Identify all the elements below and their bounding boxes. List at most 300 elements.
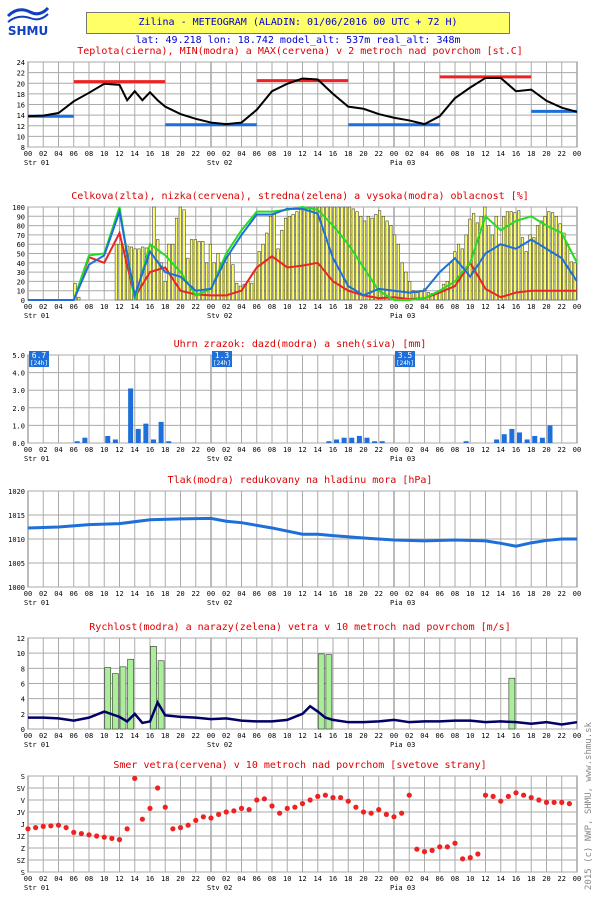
wind-direction-point bbox=[437, 844, 442, 849]
total-cloud-bar bbox=[378, 211, 381, 300]
total-cloud-bar bbox=[265, 233, 268, 300]
rain-bar bbox=[159, 422, 164, 443]
wind-direction-point bbox=[559, 800, 564, 805]
hour-tick-label: 14 bbox=[313, 590, 322, 598]
hour-tick-label: 04 bbox=[420, 446, 429, 454]
y-tick-label: 4 bbox=[20, 695, 25, 704]
wind-direction-point bbox=[346, 799, 351, 804]
hour-tick-label: 08 bbox=[267, 590, 277, 598]
total-cloud-bar bbox=[570, 262, 573, 300]
hour-tick-label: 06 bbox=[435, 590, 444, 598]
hour-tick-label: 18 bbox=[527, 875, 536, 883]
total-cloud-bar bbox=[164, 281, 167, 300]
hour-tick-label: 12 bbox=[115, 875, 124, 883]
hour-tick-label: 18 bbox=[344, 446, 353, 454]
wind-direction-point bbox=[468, 855, 473, 860]
y-tick-label: 16 bbox=[16, 101, 25, 110]
rain-bar bbox=[166, 441, 171, 443]
total-cloud-bar bbox=[344, 207, 347, 300]
wind-direction-point bbox=[86, 832, 91, 837]
y-tick-label: 10 bbox=[16, 287, 25, 296]
hour-tick-label: 08 bbox=[450, 303, 460, 311]
hour-tick-label: 10 bbox=[283, 875, 292, 883]
rain-bar bbox=[334, 439, 339, 443]
total-cloud-bar bbox=[491, 235, 494, 300]
hour-tick-label: 22 bbox=[191, 150, 200, 158]
wind-direction-point bbox=[536, 797, 541, 802]
wind-direction-point bbox=[71, 830, 76, 835]
hour-tick-label: 00 bbox=[206, 732, 216, 740]
hour-tick-label: 12 bbox=[481, 446, 490, 454]
hour-tick-label: 18 bbox=[527, 303, 536, 311]
wind-direction-point bbox=[323, 793, 328, 798]
total-cloud-bar bbox=[322, 207, 325, 300]
hour-tick-label: 00 bbox=[389, 732, 399, 740]
wind-direction-point bbox=[506, 794, 511, 799]
hour-tick-label: 22 bbox=[191, 732, 200, 740]
y-tick-label: 6 bbox=[20, 680, 25, 689]
hour-tick-label: 08 bbox=[84, 590, 94, 598]
total-cloud-bar bbox=[371, 218, 374, 300]
hour-tick-label: 18 bbox=[161, 446, 170, 454]
hour-tick-label: 00 bbox=[572, 150, 582, 158]
hour-tick-label: 00 bbox=[23, 875, 33, 883]
hour-tick-label: 22 bbox=[374, 590, 383, 598]
hour-tick-label: 18 bbox=[527, 150, 536, 158]
day-label: Stv 02 bbox=[207, 455, 233, 463]
hour-tick-label: 22 bbox=[374, 446, 383, 454]
wind-direction-chart bbox=[17, 773, 577, 877]
y-tick-label: 18 bbox=[16, 90, 25, 99]
hour-tick-label: 04 bbox=[54, 590, 63, 598]
day-label: Pia 03 bbox=[390, 312, 416, 320]
wind-direction-point bbox=[109, 836, 114, 841]
hour-tick-label: 04 bbox=[420, 732, 429, 740]
panel-title: Teplota(cierna), MIN(modra) a MAX(cervena) v 2 metroch nad povrchom [st.C] bbox=[77, 46, 523, 57]
wind-direction-point bbox=[132, 776, 137, 781]
total-cloud-bar bbox=[367, 216, 370, 300]
hour-tick-label: 02 bbox=[39, 875, 48, 883]
rain-bar bbox=[365, 438, 370, 443]
hour-tick-label: 22 bbox=[191, 875, 200, 883]
y-tick-label: 20 bbox=[16, 80, 25, 89]
hour-tick-label: 02 bbox=[222, 150, 231, 158]
total-cloud-bar bbox=[258, 252, 261, 300]
total-cloud-bar bbox=[115, 244, 118, 300]
hour-tick-label: 12 bbox=[115, 732, 124, 740]
hour-tick-label: 12 bbox=[115, 150, 124, 158]
total-cloud-bar bbox=[487, 226, 490, 300]
y-tick-label: 2 bbox=[20, 710, 25, 719]
hour-tick-label: 14 bbox=[130, 875, 139, 883]
hour-tick-label: 00 bbox=[572, 303, 582, 311]
wind-direction-point bbox=[231, 808, 236, 813]
total-cloud-bar bbox=[495, 216, 498, 300]
day-label: Str 01 bbox=[24, 599, 50, 607]
hour-tick-label: 04 bbox=[54, 446, 63, 454]
wind-direction-point bbox=[239, 806, 244, 811]
y-tick-label: 4.0 bbox=[12, 369, 25, 378]
hour-tick-label: 16 bbox=[145, 590, 155, 598]
total-cloud-bar bbox=[386, 221, 389, 300]
day-label: Pia 03 bbox=[390, 599, 416, 607]
total-cloud-bar bbox=[360, 216, 363, 300]
hour-tick-label: 20 bbox=[359, 732, 368, 740]
total-cloud-bar bbox=[77, 297, 80, 300]
rain-bar bbox=[105, 436, 110, 443]
wind-speed-chart bbox=[17, 635, 577, 734]
hour-tick-label: 10 bbox=[283, 303, 292, 311]
hour-tick-label: 00 bbox=[389, 446, 399, 454]
total-cloud-bar bbox=[228, 254, 231, 301]
hour-tick-label: 10 bbox=[100, 590, 109, 598]
direction-tick-label: S bbox=[20, 773, 25, 781]
wind-direction-point bbox=[475, 851, 480, 856]
hour-tick-label: 06 bbox=[252, 875, 261, 883]
hour-tick-label: 00 bbox=[206, 150, 216, 158]
y-tick-label: 1020 bbox=[8, 488, 25, 496]
hour-tick-label: 08 bbox=[450, 590, 460, 598]
hour-tick-label: 20 bbox=[176, 150, 185, 158]
hour-tick-label: 02 bbox=[39, 590, 48, 598]
gust-bar bbox=[112, 674, 118, 729]
hour-tick-label: 12 bbox=[481, 590, 490, 598]
total-cloud-bar bbox=[299, 207, 302, 300]
hour-tick-label: 14 bbox=[496, 590, 505, 598]
hour-tick-label: 04 bbox=[54, 303, 63, 311]
total-cloud-bar bbox=[179, 207, 182, 300]
hour-tick-label: 16 bbox=[328, 590, 338, 598]
hour-tick-label: 16 bbox=[145, 303, 155, 311]
wind-direction-point bbox=[552, 800, 557, 805]
hour-tick-label: 18 bbox=[344, 150, 353, 158]
daily-total-label: [24h] bbox=[29, 360, 49, 367]
hour-tick-label: 06 bbox=[435, 150, 444, 158]
hour-tick-label: 04 bbox=[420, 303, 429, 311]
hour-tick-label: 10 bbox=[466, 150, 475, 158]
y-tick-label: 50 bbox=[16, 250, 25, 259]
hour-tick-label: 16 bbox=[511, 303, 521, 311]
hour-tick-label: 02 bbox=[405, 875, 414, 883]
hour-tick-label: 08 bbox=[84, 446, 94, 454]
wind-direction-point bbox=[224, 809, 229, 814]
hour-tick-label: 04 bbox=[237, 732, 246, 740]
hour-tick-label: 00 bbox=[23, 590, 33, 598]
y-tick-label: 14 bbox=[16, 112, 25, 121]
panel-3 bbox=[24, 339, 581, 463]
hour-tick-label: 14 bbox=[496, 875, 505, 883]
y-tick-label: 30 bbox=[16, 269, 25, 278]
total-cloud-bar bbox=[363, 221, 366, 300]
hour-tick-label: 18 bbox=[344, 875, 353, 883]
hour-tick-label: 18 bbox=[344, 732, 353, 740]
hour-tick-label: 12 bbox=[481, 150, 490, 158]
total-cloud-bar bbox=[183, 210, 186, 300]
hour-tick-label: 04 bbox=[237, 303, 246, 311]
hour-tick-label: 10 bbox=[283, 732, 292, 740]
hour-tick-label: 02 bbox=[405, 732, 414, 740]
y-tick-label: 1005 bbox=[8, 560, 25, 568]
daily-total-label: [24h] bbox=[395, 360, 415, 367]
wind-direction-point bbox=[277, 811, 282, 816]
wind-direction-point bbox=[117, 837, 122, 842]
hour-tick-label: 08 bbox=[267, 732, 277, 740]
hour-tick-label: 20 bbox=[176, 590, 185, 598]
hour-tick-label: 22 bbox=[557, 303, 566, 311]
panel-title: Uhrn zrazok: dazd(modra) a sneh(siva) [mm] bbox=[173, 339, 427, 350]
wind-direction-point bbox=[483, 793, 488, 798]
direction-tick-label: V bbox=[20, 797, 25, 805]
total-cloud-bar bbox=[254, 272, 257, 300]
hour-tick-label: 04 bbox=[54, 150, 63, 158]
hour-tick-label: 08 bbox=[267, 446, 277, 454]
wind-direction-point bbox=[338, 795, 343, 800]
day-label: Stv 02 bbox=[207, 159, 233, 167]
y-tick-label: 1010 bbox=[8, 536, 25, 544]
wind-direction-point bbox=[300, 801, 305, 806]
y-tick-label: 0.0 bbox=[12, 440, 25, 448]
hour-tick-label: 12 bbox=[481, 732, 490, 740]
rain-bar bbox=[372, 441, 377, 443]
hour-tick-label: 08 bbox=[267, 150, 277, 158]
gust-bar bbox=[105, 668, 111, 729]
hour-tick-label: 16 bbox=[145, 150, 155, 158]
hour-tick-label: 06 bbox=[252, 303, 261, 311]
rain-bar bbox=[517, 432, 522, 443]
wind-direction-point bbox=[292, 805, 297, 810]
rain-bar bbox=[349, 438, 354, 443]
logo-text: SHMU bbox=[7, 24, 49, 38]
rain-bar bbox=[128, 388, 133, 443]
hour-tick-label: 00 bbox=[206, 446, 216, 454]
y-tick-label: 40 bbox=[16, 259, 25, 268]
total-cloud-bar bbox=[277, 249, 280, 300]
gust-bar bbox=[318, 654, 324, 729]
y-tick-label: 2.0 bbox=[12, 404, 25, 413]
y-tick-label: 70 bbox=[16, 231, 25, 240]
hour-tick-label: 16 bbox=[145, 446, 155, 454]
daily-total-value: 6.7 bbox=[31, 351, 47, 360]
hour-tick-label: 04 bbox=[54, 732, 63, 740]
wind-direction-point bbox=[140, 817, 145, 822]
hour-tick-label: 00 bbox=[23, 303, 33, 311]
hour-tick-label: 18 bbox=[161, 303, 170, 311]
wind-direction-point bbox=[178, 825, 183, 830]
wind-direction-point bbox=[498, 799, 503, 804]
hour-tick-label: 02 bbox=[405, 150, 414, 158]
hour-tick-label: 00 bbox=[23, 150, 33, 158]
rain-bar bbox=[509, 429, 514, 443]
y-tick-label: 90 bbox=[16, 213, 25, 222]
hour-tick-label: 18 bbox=[527, 732, 536, 740]
wind-direction-point bbox=[33, 825, 38, 830]
day-label: Stv 02 bbox=[207, 884, 233, 892]
hour-tick-label: 20 bbox=[176, 446, 185, 454]
total-cloud-bar bbox=[250, 283, 253, 300]
total-cloud-bar bbox=[401, 263, 404, 300]
wind-direction-point bbox=[41, 824, 46, 829]
hour-tick-label: 20 bbox=[542, 875, 551, 883]
panel-title: Celkova(zlta), nizka(cervena), stredna(zelena) a vysoka(modra) oblacnost [%] bbox=[71, 191, 529, 202]
rain-bar bbox=[380, 441, 385, 443]
hour-tick-label: 12 bbox=[298, 590, 307, 598]
hour-tick-label: 18 bbox=[161, 875, 170, 883]
hour-tick-label: 04 bbox=[237, 446, 246, 454]
rain-bar bbox=[136, 429, 141, 443]
hour-tick-label: 12 bbox=[298, 446, 307, 454]
total-cloud-bar bbox=[284, 218, 287, 300]
day-label: Str 01 bbox=[24, 455, 50, 463]
hour-tick-label: 04 bbox=[237, 875, 246, 883]
y-tick-label: 10 bbox=[16, 650, 25, 659]
rain-bar bbox=[540, 438, 545, 443]
hour-tick-label: 10 bbox=[283, 150, 292, 158]
hour-tick-label: 06 bbox=[252, 590, 261, 598]
hour-tick-label: 12 bbox=[298, 150, 307, 158]
wind-direction-point bbox=[48, 823, 53, 828]
total-cloud-bar bbox=[311, 207, 314, 300]
y-tick-label: 8 bbox=[20, 144, 25, 152]
hour-tick-label: 10 bbox=[100, 150, 109, 158]
station-coordinates: lat: 49.218 lon: 18.742 model_alt: 537m real_alt: 348m bbox=[135, 35, 461, 46]
total-cloud-bar bbox=[153, 207, 156, 300]
total-cloud-bar bbox=[119, 244, 122, 300]
hour-tick-label: 22 bbox=[557, 590, 566, 598]
hour-tick-label: 04 bbox=[420, 875, 429, 883]
y-tick-label: 8 bbox=[20, 665, 25, 674]
hour-tick-label: 06 bbox=[69, 303, 78, 311]
hour-tick-label: 10 bbox=[466, 732, 475, 740]
total-cloud-bar bbox=[296, 212, 299, 300]
hour-tick-label: 00 bbox=[23, 732, 33, 740]
hour-tick-label: 02 bbox=[39, 732, 48, 740]
total-cloud-bar bbox=[288, 216, 291, 300]
hour-tick-label: 16 bbox=[328, 446, 338, 454]
hour-tick-label: 20 bbox=[542, 590, 551, 598]
hour-tick-label: 20 bbox=[359, 303, 368, 311]
hour-tick-label: 22 bbox=[557, 150, 566, 158]
hour-tick-label: 14 bbox=[313, 875, 322, 883]
y-tick-label: 10 bbox=[16, 133, 25, 142]
wind-direction-point bbox=[285, 806, 290, 811]
hour-tick-label: 00 bbox=[572, 875, 582, 883]
hour-tick-label: 22 bbox=[191, 303, 200, 311]
hour-tick-label: 18 bbox=[161, 732, 170, 740]
panel-title: Tlak(modra) redukovany na hladinu mora [hPa] bbox=[167, 475, 433, 486]
day-label: Stv 02 bbox=[207, 599, 233, 607]
total-cloud-bar bbox=[292, 214, 295, 300]
total-cloud-bar bbox=[499, 244, 502, 300]
hour-tick-label: 22 bbox=[557, 875, 566, 883]
hour-tick-label: 10 bbox=[100, 732, 109, 740]
y-tick-label: 80 bbox=[16, 222, 25, 231]
hour-tick-label: 16 bbox=[511, 590, 521, 598]
y-tick-label: 20 bbox=[16, 278, 25, 287]
wind-direction-point bbox=[186, 823, 191, 828]
total-cloud-bar bbox=[333, 207, 336, 300]
wind-direction-point bbox=[201, 814, 206, 819]
hour-tick-label: 08 bbox=[84, 875, 94, 883]
hour-tick-label: 14 bbox=[313, 303, 322, 311]
direction-tick-label: S bbox=[20, 869, 25, 877]
hour-tick-label: 22 bbox=[191, 590, 200, 598]
y-tick-label: 12 bbox=[16, 635, 25, 643]
wind-direction-point bbox=[147, 806, 152, 811]
hour-tick-label: 22 bbox=[557, 732, 566, 740]
total-cloud-bar bbox=[450, 263, 453, 300]
day-label: Pia 03 bbox=[390, 741, 416, 749]
hour-tick-label: 12 bbox=[481, 875, 490, 883]
total-cloud-bar bbox=[551, 213, 554, 300]
rain-bar bbox=[151, 439, 156, 443]
hour-tick-label: 20 bbox=[359, 150, 368, 158]
total-cloud-bar bbox=[525, 252, 528, 300]
rain-bar bbox=[532, 436, 537, 443]
hour-tick-label: 04 bbox=[420, 150, 429, 158]
hour-tick-label: 10 bbox=[283, 446, 292, 454]
rain-bar bbox=[342, 438, 347, 443]
hour-tick-label: 22 bbox=[557, 446, 566, 454]
day-label: Str 01 bbox=[24, 312, 50, 320]
hour-tick-label: 06 bbox=[69, 446, 78, 454]
y-tick-label: 1015 bbox=[8, 512, 25, 520]
wind-direction-point bbox=[430, 848, 435, 853]
hour-tick-label: 02 bbox=[222, 446, 231, 454]
total-cloud-bar bbox=[517, 211, 520, 300]
hour-tick-label: 00 bbox=[206, 590, 216, 598]
y-tick-label: 22 bbox=[16, 69, 25, 78]
day-label: Pia 03 bbox=[390, 455, 416, 463]
hour-tick-label: 18 bbox=[344, 303, 353, 311]
hour-tick-label: 02 bbox=[222, 732, 231, 740]
direction-tick-label: SV bbox=[16, 785, 25, 793]
hour-tick-label: 06 bbox=[252, 732, 261, 740]
hour-tick-label: 06 bbox=[435, 875, 444, 883]
hour-tick-label: 00 bbox=[572, 590, 582, 598]
hour-tick-label: 04 bbox=[237, 590, 246, 598]
hour-tick-label: 16 bbox=[328, 875, 338, 883]
hour-tick-label: 00 bbox=[389, 150, 399, 158]
hour-tick-label: 16 bbox=[328, 732, 338, 740]
hour-tick-label: 14 bbox=[496, 446, 505, 454]
day-label: Str 01 bbox=[24, 159, 50, 167]
cloudiness-chart bbox=[12, 204, 577, 305]
hour-tick-label: 18 bbox=[161, 590, 170, 598]
wind-direction-point bbox=[216, 812, 221, 817]
rain-bar bbox=[525, 439, 530, 443]
wind-direction-point bbox=[361, 809, 366, 814]
hour-tick-label: 08 bbox=[450, 875, 460, 883]
y-tick-label: 100 bbox=[12, 204, 25, 212]
total-cloud-bar bbox=[540, 221, 543, 300]
total-cloud-bar bbox=[544, 216, 547, 300]
rain-bar bbox=[357, 436, 362, 443]
temperature-chart bbox=[17, 59, 577, 152]
y-tick-label: 1.0 bbox=[12, 422, 25, 431]
hour-tick-label: 10 bbox=[283, 590, 292, 598]
hour-tick-label: 20 bbox=[359, 446, 368, 454]
total-cloud-bar bbox=[405, 272, 408, 300]
wind-direction-point bbox=[102, 835, 107, 840]
hour-tick-label: 18 bbox=[527, 446, 536, 454]
hour-tick-label: 12 bbox=[298, 875, 307, 883]
wind-direction-point bbox=[155, 785, 160, 790]
hour-tick-label: 02 bbox=[405, 590, 414, 598]
hour-tick-label: 10 bbox=[466, 875, 475, 883]
hour-tick-label: 00 bbox=[572, 446, 582, 454]
y-tick-label: 5.0 bbox=[12, 352, 25, 360]
total-cloud-bar bbox=[457, 244, 460, 300]
